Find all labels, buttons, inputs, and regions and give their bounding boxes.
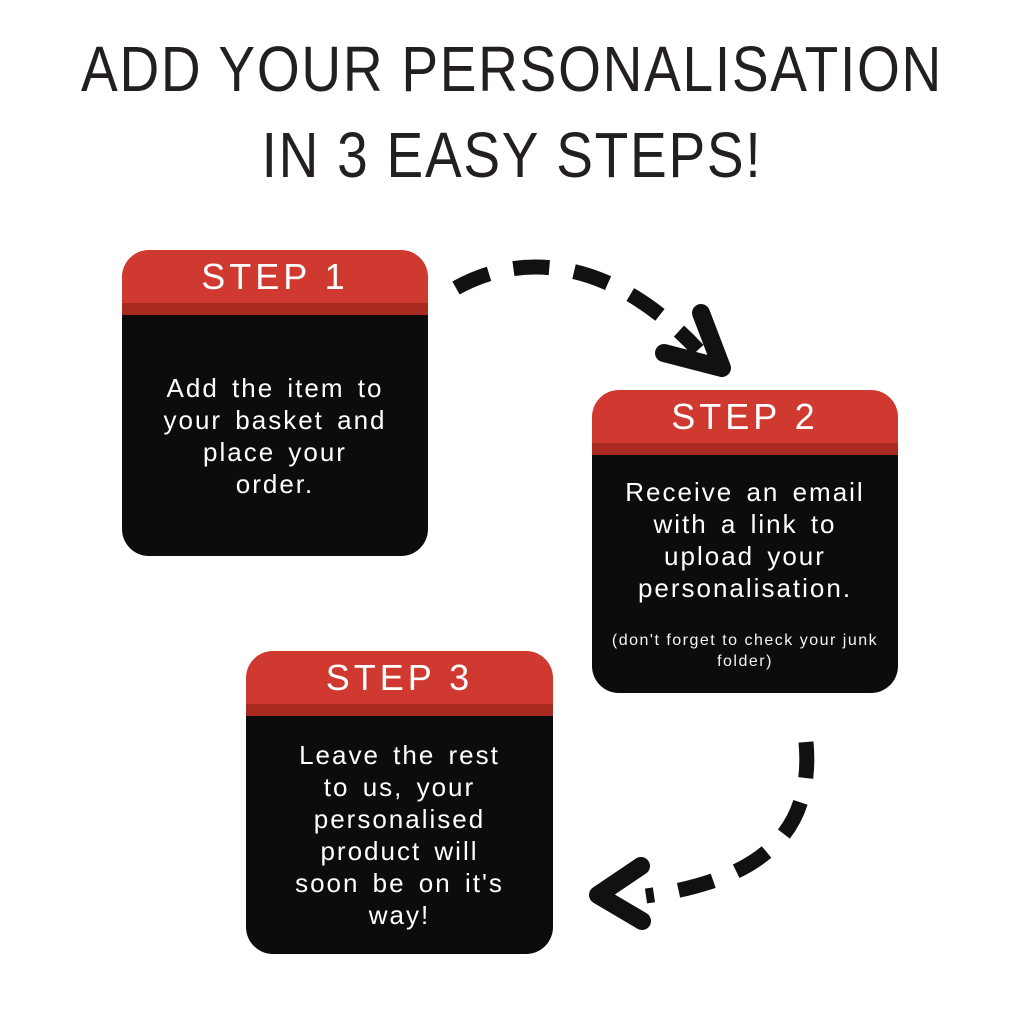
- step-3-header-strip: [246, 704, 553, 716]
- note-line: folder): [717, 653, 773, 670]
- note-line: (don't forget to check your junk: [611, 632, 879, 649]
- step-card-3: [246, 651, 553, 954]
- body-line: Receive an email: [625, 477, 865, 507]
- step-2-body: [592, 455, 898, 693]
- body-line: product will: [320, 836, 479, 866]
- body-line: upload your: [664, 541, 826, 571]
- step-2-body-text: [625, 476, 864, 604]
- step-3-body-text: [295, 739, 504, 931]
- step-1-body-text: [163, 372, 386, 500]
- page-title: [72, 26, 953, 198]
- body-line: to us, your: [323, 772, 476, 802]
- body-line: personalised: [313, 804, 486, 834]
- step-3-body: [246, 716, 553, 954]
- step-1-label: STEP 1: [201, 255, 349, 297]
- body-line: Leave the rest: [299, 740, 500, 770]
- body-line: way!: [368, 900, 431, 930]
- body-line: soon be on it's: [295, 868, 504, 898]
- step-1-header: [122, 250, 428, 303]
- step-2-note-text: [612, 630, 878, 672]
- step-3-label: STEP 3: [325, 656, 474, 698]
- body-line: Add the item to: [166, 372, 384, 403]
- body-line: personalisation.: [637, 573, 853, 603]
- page-title-line-2: IN 3 EASY STEPS!: [261, 119, 763, 191]
- dashed-arrow-step1-to-step2-icon: [456, 267, 722, 368]
- step-1-body: [122, 315, 428, 556]
- step-2-label: STEP 2: [671, 395, 819, 437]
- dashed-arrow-step2-to-step3-icon: [598, 742, 807, 921]
- step-1-header-strip: [122, 303, 428, 315]
- step-card-1: [122, 250, 428, 556]
- step-2-header-strip: [592, 443, 898, 455]
- page-title-line-1: ADD YOUR PERSONALISATION: [81, 33, 943, 105]
- step-3-header: [246, 651, 553, 704]
- body-line: place your: [203, 436, 347, 467]
- body-line: order.: [235, 468, 315, 499]
- body-line: with a link to: [653, 509, 837, 539]
- step-2-header: [592, 390, 898, 443]
- step-card-2: [592, 390, 898, 693]
- body-line: your basket and: [163, 404, 387, 435]
